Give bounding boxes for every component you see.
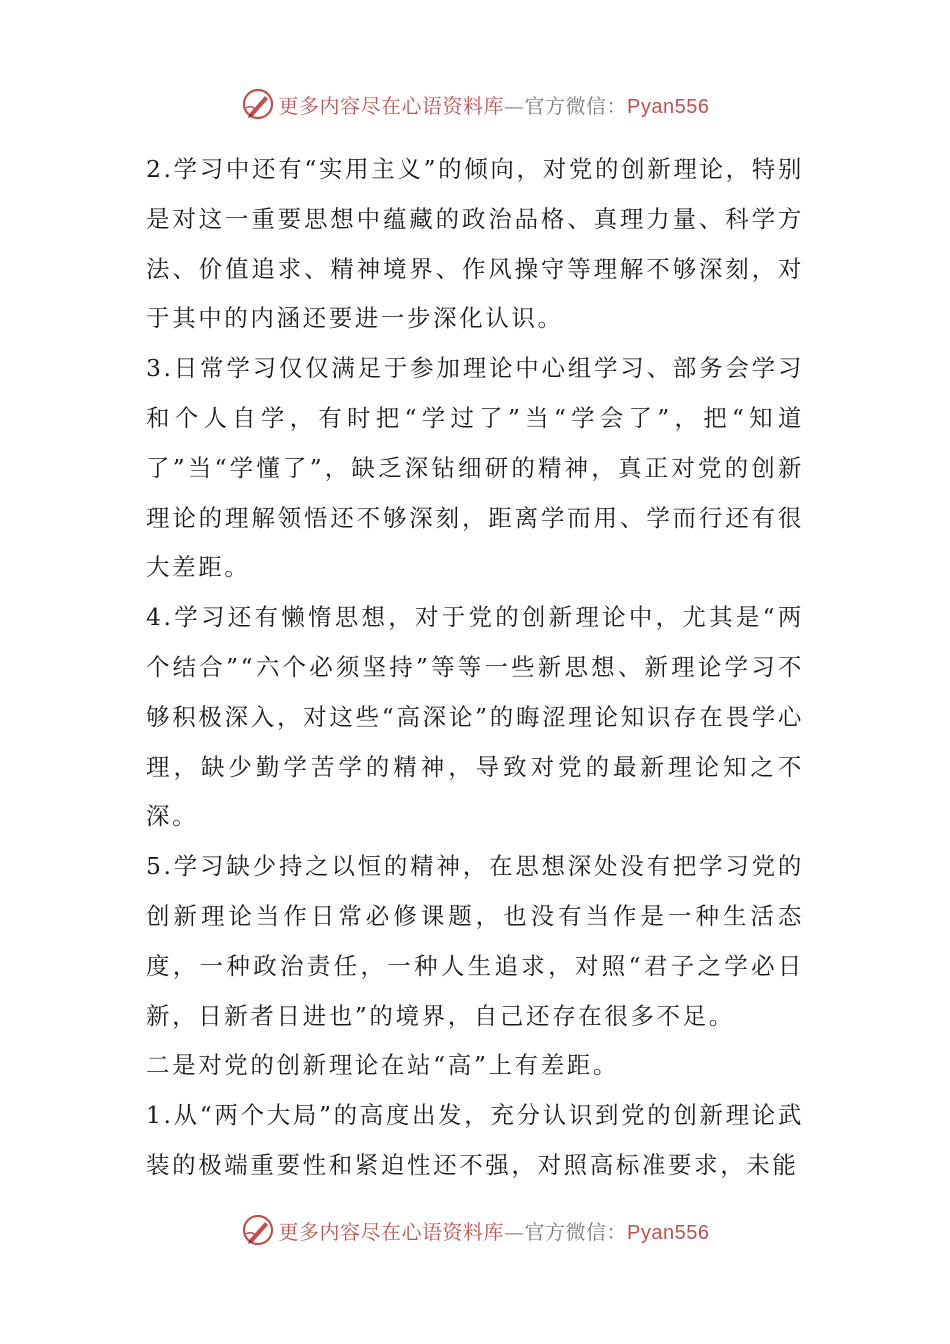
document-body <box>146 145 804 1191</box>
paragraph: 3.日常学习仅仅满足于参加理论中心组学习、部务会学习和个人自学，有时把“学过了”当“学会了”，把“知道了”当“学懂了”，缺乏深钻细研的精神，真正对党的创新理论的理解领悟还不够深刻，距离学而用、学而行还有很大差距。 <box>146 354 804 582</box>
footer-banner-text <box>279 1216 710 1245</box>
paragraph: 4.学习还有懒惰思想，对于党的创新理论中，尤其是“两个结合”“六个必须坚持”等等一些新思想、新理论学习不够积极深入，对这些“高深论”的晦涩理论知识存在畏学心理，缺少勤学苦学的精神，导致对党的最新理论知之不深。 <box>146 603 804 831</box>
paragraph: 1.从“两个大局”的高度出发，充分认识到党的创新理论武装的极端重要性和紧迫性还不强，对照高标准要求，未能 <box>146 1101 804 1179</box>
header-banner <box>0 84 950 124</box>
paragraph: 2.学习中还有“实用主义”的倾向，对党的创新理论，特别是对这一重要思想中蕴藏的政治品格、真理力量、科学方法、价值追求、精神境界、作风操守等理解不够深刻，对于其中的内涵还要进一步深化认识。 <box>146 155 804 333</box>
pen-logo-icon <box>241 1213 275 1247</box>
footer-wechat-id: Pyan556 <box>627 1221 710 1244</box>
footer-brand: 更多内容尽在心语资料库 <box>278 1219 505 1244</box>
header-wechat-id: Pyan556 <box>627 95 710 118</box>
header-separator: — <box>504 93 525 118</box>
footer-banner <box>0 1210 950 1250</box>
header-brand: 更多内容尽在心语资料库 <box>278 93 505 118</box>
footer-wechat-label: 官方微信： <box>524 1219 628 1244</box>
section-heading: 二是对党的创新理论在站“高”上有差距。 <box>146 1051 619 1080</box>
header-banner-text <box>279 90 710 119</box>
footer-separator: — <box>504 1219 525 1244</box>
pen-logo-icon <box>241 87 275 121</box>
header-wechat-label: 官方微信： <box>524 93 628 118</box>
paragraph: 5.学习缺少持之以恒的精神，在思想深处没有把学习党的创新理论当作日常必修课题，也没有当作是一种生活态度，一种政治责任，一种人生追求，对照“君子之学必日新，日新者日进也”的境界，自己还存在很多不足。 <box>146 852 804 1030</box>
